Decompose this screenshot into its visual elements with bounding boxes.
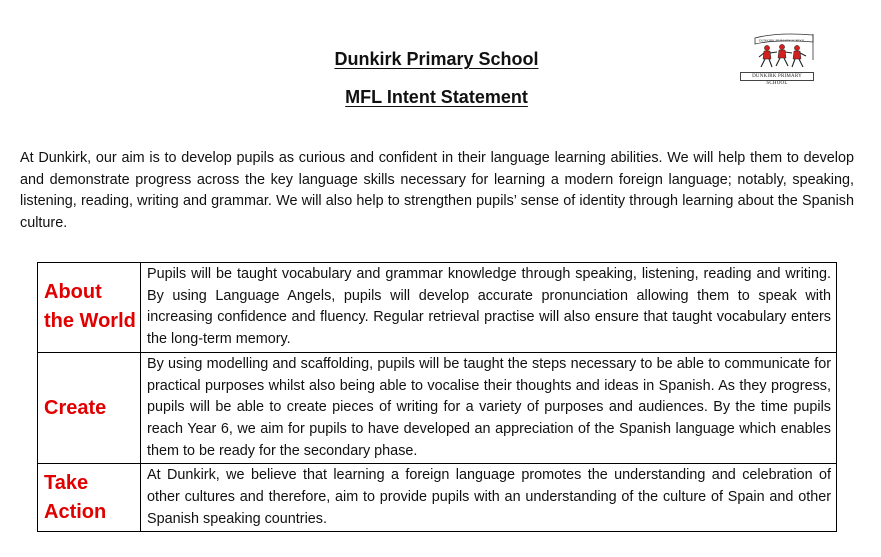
row-heading-about-the-world: About the World — [38, 263, 141, 353]
table-row — [38, 263, 837, 353]
row-heading-create: Create — [38, 352, 141, 464]
row-text-about-the-world: Pupils will be taught vocabulary and grammar knowledge through speaking, listening, reading and writing. By using Language Angels, pupils will develop accurate pronunciation allowing them to speak with increasing confidence and fluency. Regular retrieval practise will also ensure that taught vocabulary enters the long-term memory. — [141, 263, 837, 353]
logo-banner-text: DUNKIRK PRIMARY SCHOOL — [759, 38, 806, 43]
logo-caption: DUNKIRK PRIMARY SCHOOL — [740, 72, 814, 81]
document-title: MFL Intent Statement — [345, 87, 528, 107]
table-row — [38, 464, 837, 532]
row-text-take-action: At Dunkirk, we believe that learning a foreign language promotes the understanding and celebration of other cultures and therefore, aim to provide pupils with an understanding of the culture of Spain and other Spanish speaking countries. — [141, 464, 837, 532]
school-name-title: Dunkirk Primary School — [334, 49, 539, 69]
school-logo-icon — [737, 30, 817, 72]
school-logo — [737, 30, 817, 84]
intent-table — [37, 262, 837, 532]
row-heading-take-action: Take Action — [38, 464, 141, 532]
row-text-create: By using modelling and scaffolding, pupils will be taught the steps necessary to be able to communicate for practical purposes whilst also being able to vocalise their thoughts and ideas in Spanish. As they progress, pupils will be able to create pieces of writing for a variety of purposes and audiences. By the time pupils reach Year 6, we aim for pupils to have developed an appreciation of the Spanish language which enables them to be ready for the secondary phase. — [141, 352, 837, 464]
intro-paragraph: At Dunkirk, our aim is to develop pupils as curious and confident in their language learning abilities. We will help them to develop and demonstrate progress across the key language skills necessary for learning a modern foreign language; notably, speaking, listening, reading, writing and grammar. We will also help to strengthen pupils’ sense of identity through learning about the Spanish culture. — [20, 150, 854, 232]
table-row — [38, 352, 837, 464]
